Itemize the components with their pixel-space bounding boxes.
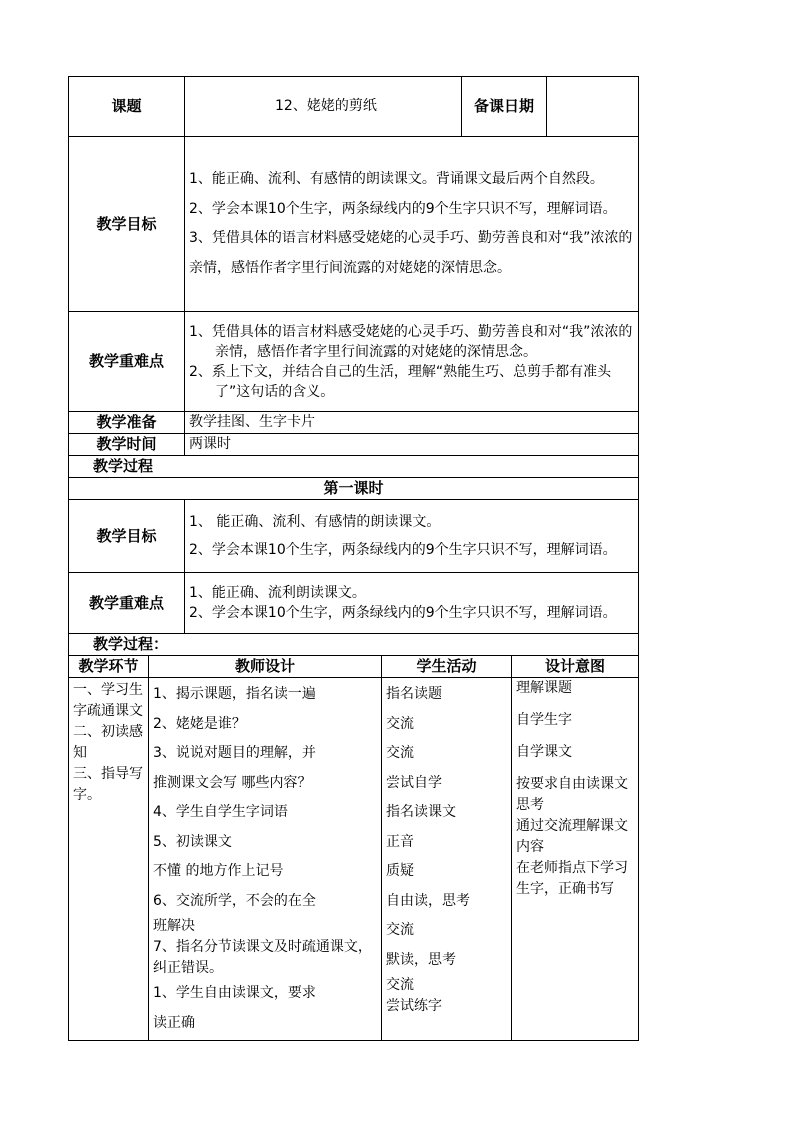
column-header: 学生活动 [382, 656, 512, 678]
step-item: 二、初读感知 [73, 724, 143, 761]
difficulty-item: 1、凭借具体的语言材料感受姥姥的心灵手巧、勤劳善良和对“我”浓浓的亲情，感悟作者字里行间流露的对姥姥的深情思念。 [189, 323, 633, 360]
lesson1-goal-item: 2、学会本课10个生字，两条绿线内的9个生字只识不写，理解词语。 [189, 542, 617, 558]
lesson1-goals-content [185, 500, 639, 573]
intent-item: 自学课文 [516, 744, 573, 760]
lesson1-difficulties-label: 教学重难点 [69, 573, 185, 634]
teacher-item: 不懂 的地方作上记号 [153, 863, 284, 879]
lesson-plan-table [68, 76, 639, 1041]
teacher-item: 7、指名分节读课文及时疏通课文，纠正错误。 [153, 939, 372, 976]
process-label: 教学过程 [69, 456, 639, 478]
teacher-item: 班解决 [153, 918, 195, 934]
teacher-item: 2、姥姥是谁？ [153, 715, 246, 732]
prep-date-value [547, 77, 639, 137]
teacher-item: 读正确 [153, 1014, 195, 1031]
student-item: 自由读，思考 [386, 892, 471, 909]
lesson-plan [68, 76, 638, 1041]
column-header-row [69, 656, 639, 678]
lesson1-title: 第一课时 [69, 478, 639, 500]
student-item: 交流 [386, 745, 415, 761]
intent-cell [512, 678, 639, 1041]
student-item: 尝试自学 [386, 774, 443, 791]
process-row [69, 456, 639, 478]
goal-item: 1、能正确、流利、有感情的朗读课文。背诵课文最后两个自然段。 [189, 171, 604, 187]
teacher-item: 6、交流所学，不会的在全 [153, 892, 316, 909]
student-item: 质疑 [386, 863, 415, 879]
topic-row [69, 77, 639, 137]
prep-row [69, 412, 639, 434]
student-item: 默读，思考 [386, 951, 457, 968]
goal-item: 3、凭借具体的语言材料感受姥姥的心灵手巧、勤劳善良和对“我”浓浓的亲情，感悟作者字里行间流露的对姥姥的深情思念。 [189, 230, 633, 276]
prep-label: 教学准备 [69, 412, 185, 434]
teacher-item: 3、说说对题目的理解，并 [153, 745, 316, 761]
steps-cell [69, 678, 149, 1041]
goals-row [69, 137, 639, 312]
lesson1-title-row [69, 478, 639, 500]
prep-date-label: 备课日期 [462, 77, 547, 137]
intent-item: 在老师指点下学习生字，正确书写 [516, 860, 629, 897]
step-item: 一、学习生字疏通课文 [73, 682, 143, 719]
goals-label: 教学目标 [69, 137, 185, 312]
column-header: 教学环节 [69, 656, 149, 678]
difficulties-row [69, 312, 639, 412]
student-item: 交流 [386, 922, 415, 938]
student-item: 交流 [386, 715, 415, 732]
column-header: 设计意图 [512, 656, 639, 678]
lesson1-difficulty-item: 1、能正确、流利朗读课文。 [189, 585, 366, 601]
student-item: 指名读题 [386, 686, 443, 702]
lesson1-process-row [69, 634, 639, 656]
time-row [69, 434, 639, 456]
lesson1-difficulty-item: 2、学会本课10个生字，两条绿线内的9个生字只识不写，理解词语。 [189, 605, 617, 621]
lesson1-goals-label: 教学目标 [69, 500, 185, 573]
topic-value: 12、姥姥的剪纸 [185, 77, 462, 137]
difficulties-label: 教学重难点 [69, 312, 185, 412]
goal-item: 2、学会本课10个生字，两条绿线内的9个生字只识不写，理解词语。 [189, 200, 617, 217]
teacher-item: 1、揭示课题，指名读一遍 [153, 686, 316, 702]
lesson1-goals-row [69, 500, 639, 573]
lesson1-process-label: 教学过程： [69, 634, 639, 656]
intent-item: 自学生字 [516, 712, 573, 728]
intent-item: 按要求自由读课文思考 [516, 776, 629, 813]
lesson1-difficulties-row [69, 573, 639, 634]
difficulties-content [185, 312, 639, 412]
time-label: 教学时间 [69, 434, 185, 456]
topic-label: 课题 [69, 77, 185, 137]
prep-value: 教学挂图、生字卡片 [185, 412, 639, 434]
intent-item: 通过交流理解课文内容 [516, 818, 629, 855]
teacher-item: 1、学生自由读课文，要求 [153, 985, 316, 1001]
teacher-item: 4、学生自学生字词语 [153, 804, 288, 820]
goals-content [185, 137, 639, 312]
lesson1-difficulties-content [185, 573, 639, 634]
student-cell [382, 678, 512, 1041]
student-item: 尝试练字 [386, 998, 443, 1014]
intent-item: 理解课题 [516, 680, 573, 696]
column-header: 教师设计 [149, 656, 382, 678]
difficulty-item: 2、系上下文，并结合自己的生活，理解“熟能生巧、总剪手都有准头了”这句话的含义。 [189, 363, 612, 400]
student-item: 指名读课文 [386, 804, 457, 820]
teacher-cell [149, 678, 382, 1041]
step-item: 三、指导写字。 [73, 766, 143, 803]
activity-row [69, 678, 639, 1041]
student-item: 正音 [386, 833, 415, 850]
time-value: 两课时 [185, 434, 639, 456]
lesson1-goal-item: 1、 能正确、流利、有感情的朗读课文。 [189, 514, 441, 530]
teacher-item: 推测课文会写 哪些内容？ [153, 774, 312, 791]
student-item: 交流 [386, 977, 415, 993]
teacher-item: 5、初读课文 [153, 833, 232, 850]
